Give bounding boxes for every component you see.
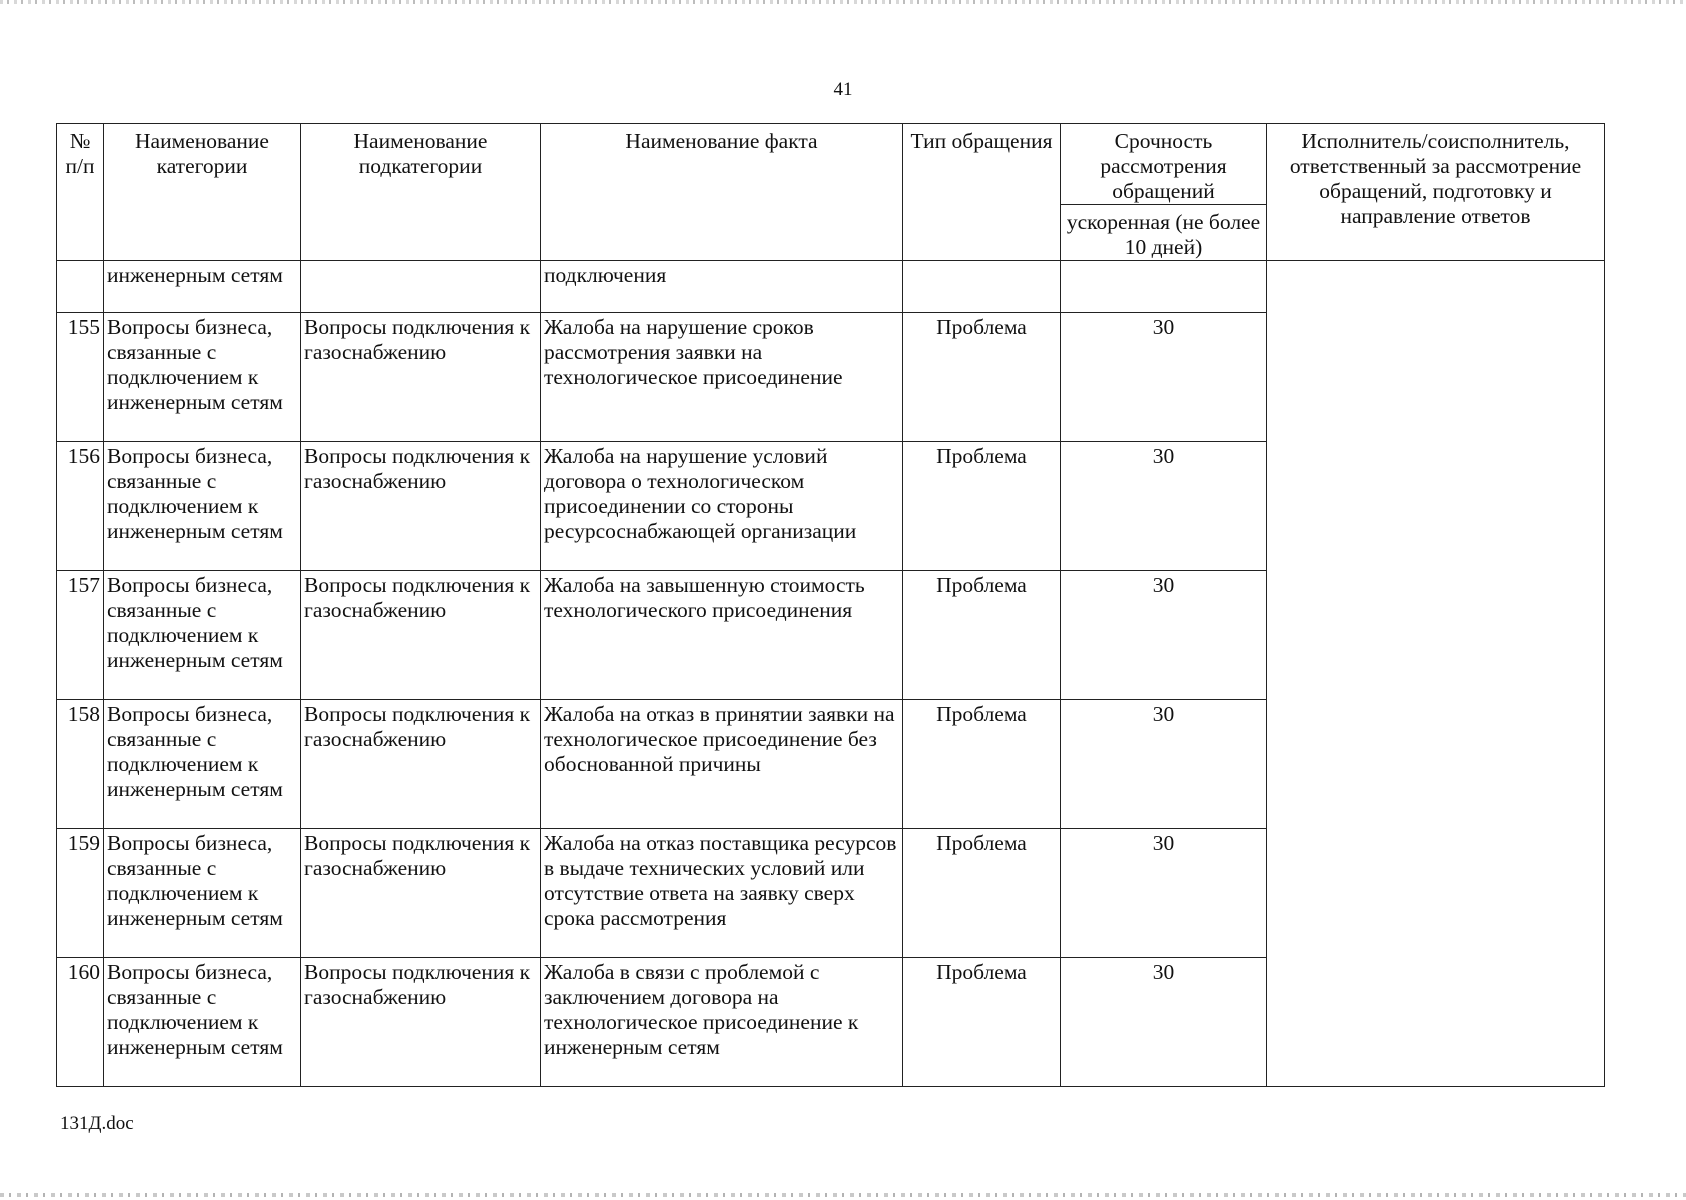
header-subcategory: Наименование подкатегории (301, 124, 541, 261)
cell-subcategory: Вопросы подключения к газоснабжению (301, 571, 541, 700)
cell-category: Вопросы бизнеса, связанные с подключением к инженерным сетям (104, 958, 301, 1087)
cell-subcategory: Вопросы подключения к газоснабжению (301, 829, 541, 958)
cell-num: 157 (57, 571, 104, 700)
cell-type: Проблема (903, 700, 1061, 829)
cell-fact: Жалоба на нарушение условий договора о технологическом присоединении со стороны ресурсоснабжающей организации (541, 442, 903, 571)
header-num: № п/п (57, 124, 104, 261)
cell-subcategory: Вопросы подключения к газоснабжению (301, 700, 541, 829)
cell-type: Проблема (903, 442, 1061, 571)
cell-urgency: 30 (1061, 442, 1267, 571)
document-filename: 131Д.doc (60, 1113, 134, 1134)
header-urgency: Срочность рассмотрения обращений (1061, 124, 1267, 205)
scan-edge-bottom (0, 1193, 1686, 1197)
cell-category: Вопросы бизнеса, связанные с подключением к инженерным сетям (104, 442, 301, 571)
cell-subcategory: Вопросы подключения к газоснабжению (301, 958, 541, 1087)
cell-urgency: 30 (1061, 829, 1267, 958)
cell-num: 158 (57, 700, 104, 829)
cell-type: Проблема (903, 829, 1061, 958)
scan-edge-top (0, 0, 1686, 4)
cell-type (903, 261, 1061, 313)
cell-fact: Жалоба на отказ поставщика ресурсов в выдаче технических условий или отсутствие ответа на заявку сверх срока рассмотрения (541, 829, 903, 958)
header-fact: Наименование факта (541, 124, 903, 261)
cell-num: 156 (57, 442, 104, 571)
cell-subcategory (301, 261, 541, 313)
document-table (56, 123, 1605, 1087)
cell-urgency: 30 (1061, 571, 1267, 700)
cell-executor (1267, 261, 1605, 1087)
cell-urgency: 30 (1061, 958, 1267, 1087)
cell-subcategory: Вопросы подключения к газоснабжению (301, 442, 541, 571)
cell-fact: Жалоба на отказ в принятии заявки на технологическое присоединение без обоснованной причины (541, 700, 903, 829)
cell-category: Вопросы бизнеса, связанные с подключением к инженерным сетям (104, 829, 301, 958)
cell-fact: Жалоба на нарушение сроков рассмотрения заявки на технологическое присоединение (541, 313, 903, 442)
cell-fact: подключения (541, 261, 903, 313)
cell-urgency (1061, 261, 1267, 313)
cell-category: Вопросы бизнеса, связанные с подключением к инженерным сетям (104, 313, 301, 442)
cell-fact: Жалоба в связи с проблемой с заключением договора на технологическое присоединение к инженерным сетям (541, 958, 903, 1087)
table-row-continuation (57, 261, 1605, 313)
cell-subcategory: Вопросы подключения к газоснабжению (301, 313, 541, 442)
cell-fact: Жалоба на завышенную стоимость технологического присоединения (541, 571, 903, 700)
cell-urgency: 30 (1061, 313, 1267, 442)
header-executor: Исполнитель/соисполнитель, ответственный за рассмотрение обращений, подготовку и направление ответов (1267, 124, 1605, 261)
cell-type: Проблема (903, 313, 1061, 442)
cell-num (57, 261, 104, 313)
cell-num: 160 (57, 958, 104, 1087)
cell-num: 159 (57, 829, 104, 958)
page-number: 41 (833, 79, 853, 100)
cell-type: Проблема (903, 958, 1061, 1087)
cell-category: Вопросы бизнеса, связанные с подключением к инженерным сетям (104, 571, 301, 700)
cell-category: Вопросы бизнеса, связанные с подключением к инженерным сетям (104, 700, 301, 829)
cell-urgency: 30 (1061, 700, 1267, 829)
header-type: Тип обращения (903, 124, 1061, 261)
header-urgency-accelerated: ускоренная (не более 10 дней) (1061, 205, 1267, 261)
cell-category: инженерным сетям (104, 261, 301, 313)
cell-num: 155 (57, 313, 104, 442)
header-category: Наименование категории (104, 124, 301, 261)
cell-type: Проблема (903, 571, 1061, 700)
